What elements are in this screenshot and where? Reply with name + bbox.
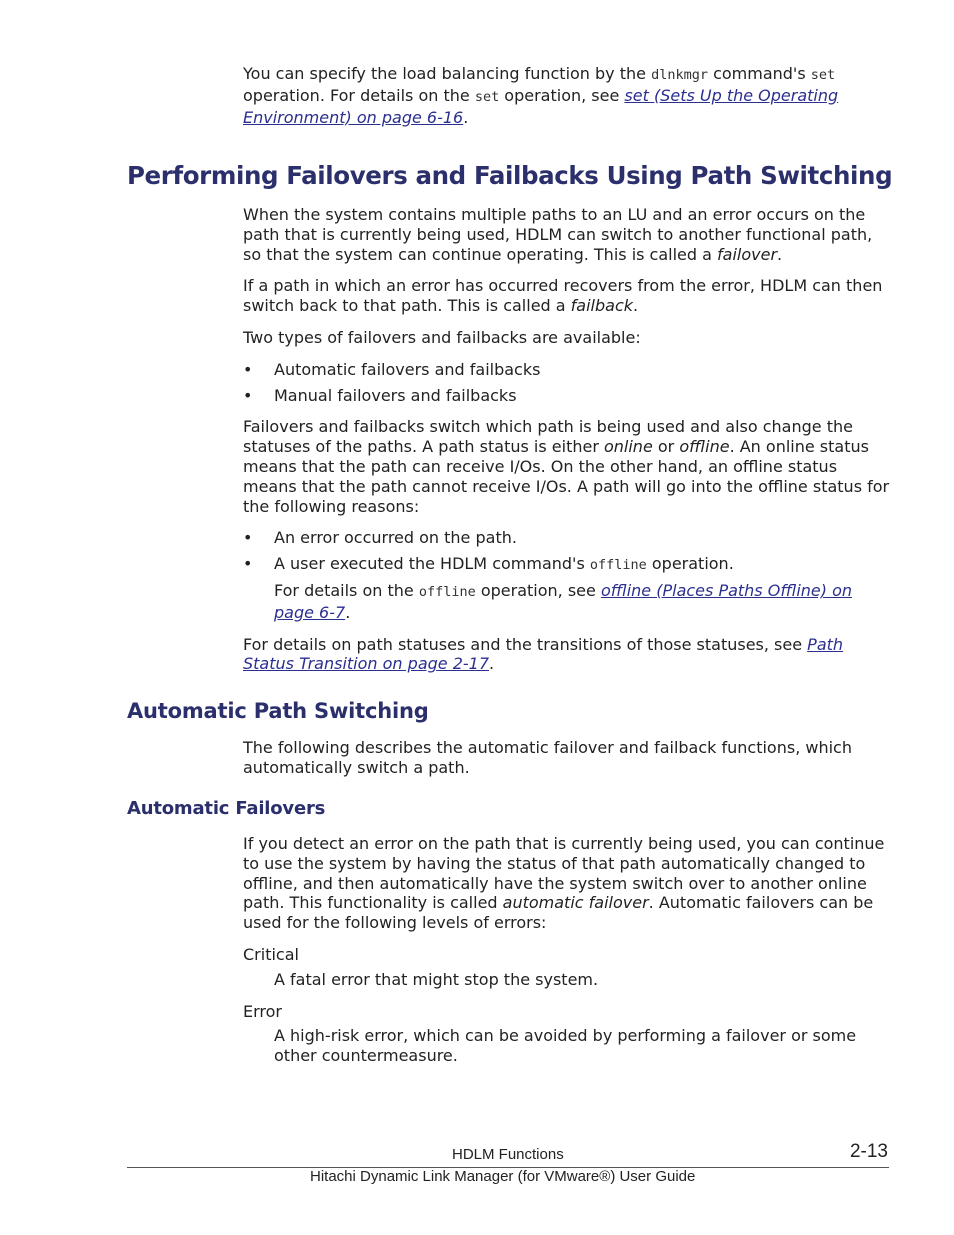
intro-text: You can specify the load balancing function by the — [243, 64, 652, 83]
paragraph-text: . — [489, 654, 495, 674]
paragraph-text: . — [777, 244, 783, 264]
paragraph-text: . — [633, 296, 639, 316]
paragraph-text: operation, see — [475, 580, 601, 600]
definition-term: Critical — [243, 944, 299, 964]
paragraph: Two types of failovers and failbacks are available: — [243, 327, 641, 347]
paragraph-text: When the system contains multiple paths to an LU and an error occurs on the path that is currently being used, HDLM can switch to another functional path, so that the system can continue operating. This is called a — [243, 205, 873, 264]
paragraph-text: . An online status means that the path can receive I/Os. On the other hand, an offline status means that the path cannot receive I/Os. A path will go into the offline status for the following reasons: — [243, 437, 890, 516]
bullet-icon: • — [243, 528, 253, 548]
bullet-icon: • — [243, 554, 253, 574]
section-heading-automatic-failovers: Automatic Failovers — [127, 798, 326, 819]
code-set: set — [474, 88, 500, 105]
bullet-icon: • — [243, 385, 253, 405]
page-number: 2-13 — [849, 1141, 888, 1162]
list-item-text: A user executed the HDLM command's — [274, 554, 590, 574]
list-item-text: Automatic failovers and failbacks — [274, 359, 541, 379]
paragraph-text: For details on path statuses and the transitions of those statuses, see — [243, 634, 808, 654]
paragraph-text: Failovers and failbacks switch which path is being used and also change the statuses of the paths. A path status is either — [243, 417, 853, 457]
list-subparagraph — [274, 581, 893, 623]
list-item — [243, 386, 893, 406]
intro-paragraph — [243, 64, 893, 127]
intro-text: operation. For details on the — [243, 85, 475, 105]
paragraph-text: . — [345, 602, 351, 622]
paragraph: The following describes the automatic failover and failback functions, which automatically switch a path. — [243, 738, 852, 777]
paragraph — [243, 417, 893, 516]
paragraph-text: If a path in which an error has occurred recovers from the error, HDLM can then switch back to that path. This is called a — [243, 276, 883, 316]
code-offline: offline — [418, 583, 476, 600]
term-online: online — [603, 437, 653, 457]
paragraph — [243, 205, 893, 264]
section1-body — [243, 205, 893, 674]
list-item-text: An error occurred on the path. — [274, 528, 517, 548]
offline-operation-link[interactable]: offline (Places Paths Offline) on page 6-7 — [274, 580, 852, 622]
paragraph-text: or — [652, 437, 680, 457]
failover-types-list — [243, 360, 893, 406]
paragraph — [243, 635, 893, 675]
term-failback: failback — [570, 296, 634, 316]
definition-term: Error — [243, 1001, 282, 1021]
definition-description: A high-risk error, which can be avoided by performing a failover or some other countermeasure. — [274, 1026, 857, 1066]
paragraph — [243, 276, 893, 316]
intro-text: command's — [707, 64, 811, 83]
term-offline: offline — [679, 437, 730, 457]
list-item — [243, 360, 893, 380]
term-failover: failover — [717, 244, 778, 264]
code-dlnkmgr: dlnkmgr — [651, 67, 708, 83]
definition-description: A fatal error that might stop the system. — [274, 969, 599, 989]
error-levels-list — [243, 945, 893, 1066]
paragraph-text: For details on the — [274, 580, 419, 600]
list-item-text: operation. — [646, 554, 734, 574]
paragraph — [243, 834, 893, 933]
list-item-text: Manual failovers and failbacks — [274, 385, 517, 405]
section-heading-failovers: Performing Failovers and Failbacks Using Path Switching — [127, 161, 893, 190]
paragraph-text: . Automatic failovers can be used for the following levels of errors: — [243, 893, 874, 933]
footer-section-title: HDLM Functions — [452, 1146, 564, 1163]
intro-text: . — [463, 107, 469, 127]
list-item — [243, 528, 893, 548]
bullet-icon: • — [243, 359, 253, 379]
set-operation-link[interactable]: set (Sets Up the Operating Environment) on page 6-16 — [243, 85, 839, 127]
paragraph-text: If you detect an error on the path that is currently being used, you can continue to use the system by having the status of that path automatically changed to offline, and then automatically have the system switch over to another online path. This functionality is called — [243, 834, 885, 913]
code-set: set — [810, 67, 836, 83]
section-heading-automatic-path-switching: Automatic Path Switching — [127, 699, 429, 723]
offline-reasons-list — [243, 528, 893, 622]
term-automatic-failover: automatic failover — [502, 893, 649, 913]
footer-guide-title: Hitachi Dynamic Link Manager (for VMware®) User Guide — [310, 1168, 696, 1185]
path-status-transition-link[interactable]: Path Status Transition on page 2-17 — [243, 634, 844, 674]
list-item — [243, 554, 893, 622]
section3-body — [243, 834, 893, 1066]
code-offline: offline — [589, 557, 647, 574]
section2-body — [243, 738, 893, 778]
intro-text: operation, see — [499, 85, 625, 105]
